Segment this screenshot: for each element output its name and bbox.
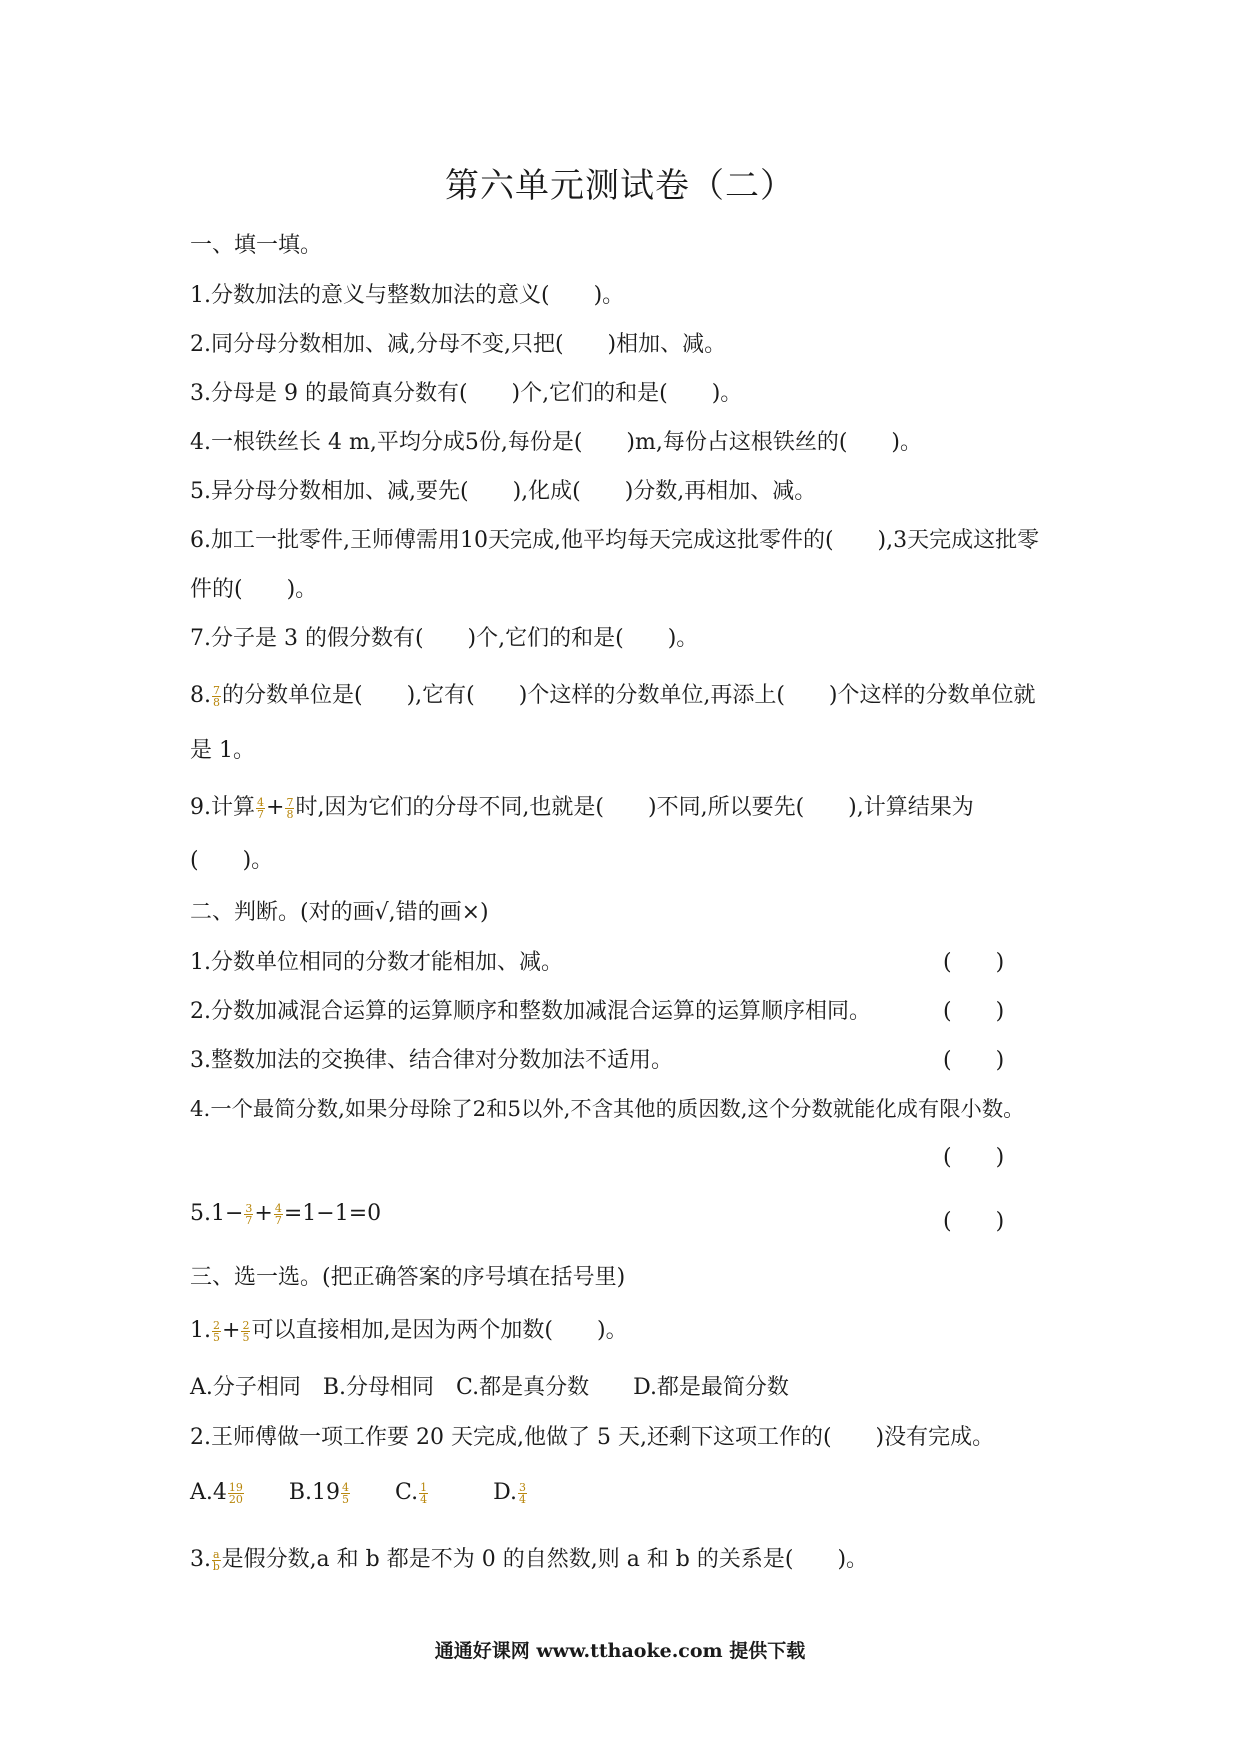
- page-title: 第六单元测试卷（二）: [445, 166, 795, 206]
- answer-paren-4: ( ): [943, 1145, 1005, 1170]
- judge-2: 2.分数加减混合运算的运算顺序和整数加减混合运算的运算顺序相同。: [190, 999, 871, 1024]
- question-1-6-cont: 件的( )。: [190, 577, 318, 602]
- q9-prefix: 9.计算: [190, 795, 255, 820]
- choice-2: 2.王师傅做一项工作要 20 天完成,他做了 5 天,还剩下这项工作的( )没有完成。: [190, 1425, 995, 1450]
- c1-prefix: 1.: [190, 1318, 211, 1343]
- question-1-5: 5.异分母分数相加、减,要先( ),化成( )分数,再相加、减。: [190, 479, 817, 504]
- judge-5: [190, 1201, 381, 1226]
- plus-sign: +: [266, 795, 285, 820]
- section-3-heading: 三、选一选。(把正确答案的序号填在括号里): [190, 1265, 626, 1290]
- option-a: A.4: [190, 1480, 227, 1505]
- q5-prefix: 5.1−: [190, 1201, 244, 1226]
- judge-1: 1.分数单位相同的分数才能相加、减。: [190, 950, 563, 975]
- question-1-8: [190, 678, 1036, 709]
- c1-text: 可以直接相加,是因为两个加数( )。: [251, 1318, 628, 1343]
- q9-text: 时,因为它们的分母不同,也就是( )不同,所以要先( ),计算结果为: [295, 795, 974, 820]
- fraction-3-7: $\frac{3}{7}$: [245, 1201, 253, 1227]
- c3-prefix: 3.: [190, 1547, 211, 1572]
- answer-paren-1: ( ): [943, 950, 1005, 975]
- question-1-1: 1.分数加法的意义与整数加法的意义( )。: [190, 283, 625, 308]
- question-1-9-cont: ( )。: [190, 848, 274, 873]
- choice-2-options: [190, 1480, 528, 1505]
- q8-prefix: 8.: [190, 683, 211, 708]
- judge-3: 3.整数加法的交换律、结合律对分数加法不适用。: [190, 1048, 673, 1073]
- question-1-3: 3.分母是 9 的最简真分数有( )个,它们的和是( )。: [190, 381, 743, 406]
- q5-text: =1−1=0: [283, 1201, 382, 1226]
- section-1-heading: 一、填一填。: [190, 233, 323, 258]
- fraction-4-5: $\frac{4}{5}$: [342, 1480, 350, 1506]
- judge-4: 4.一个最简分数,如果分母除了2和5以外,不含其他的质因数,这个分数就能化成有限小数。: [190, 1097, 1025, 1122]
- question-1-9: [190, 790, 974, 821]
- choice-1-options: A.分子相同 B.分母相同 C.都是真分数 D.都是最简分数: [190, 1375, 789, 1400]
- answer-paren-3: ( ): [943, 1048, 1005, 1073]
- answer-paren-5: ( ): [943, 1209, 1005, 1234]
- question-1-4: 4.一根铁丝长 4 m,平均分成5份,每份是( )m,每份占这根铁丝的( )。: [190, 430, 923, 455]
- q8-text: 的分数单位是( ),它有( )个这样的分数单位,再添上( )个这样的分数单位就: [222, 683, 1036, 708]
- question-1-2: 2.同分母分数相加、减,分母不变,只把( )相加、减。: [190, 332, 727, 357]
- fraction-7-8: $\frac{7}{8}$: [286, 795, 294, 821]
- plus-sign: +: [254, 1201, 273, 1226]
- choice-1: [190, 1313, 628, 1344]
- option-c: C.: [395, 1480, 419, 1505]
- fraction-4-7: $\frac{4}{7}$: [257, 795, 264, 821]
- option-d: D.: [493, 1480, 517, 1505]
- choice-3: [190, 1542, 868, 1573]
- question-1-6: 6.加工一批零件,王师傅需用10天完成,他平均每天完成这批零件的( ),3天完成这批零: [190, 528, 1040, 553]
- option-b: B.19: [288, 1480, 341, 1505]
- c3-text: 是假分数,a 和 b 都是不为 0 的自然数,则 a 和 b 的关系是( )。: [221, 1547, 869, 1572]
- section-2-heading: 二、判断。(对的画√,错的画×): [190, 900, 489, 925]
- fraction-7-8: $\frac{7}{8}$: [213, 683, 220, 709]
- question-1-8-cont: 是 1。: [190, 738, 255, 763]
- footer-credit: 通通好课网 www.tthaoke.com 提供下载: [434, 1640, 806, 1662]
- plus-sign: +: [222, 1318, 241, 1343]
- fraction-4-7: $\frac{4}{7}$: [274, 1201, 282, 1227]
- fraction-a-b: $\frac{a}{b}$: [212, 1547, 220, 1573]
- fraction-19-20: $\frac{19}{20}$: [228, 1480, 243, 1506]
- fraction-3-4: $\frac{3}{4}$: [518, 1480, 526, 1506]
- question-1-7: 7.分子是 3 的假分数有( )个,它们的和是( )。: [190, 626, 699, 651]
- fraction-2-5: $\frac{2}{5}$: [242, 1318, 250, 1344]
- fraction-2-5: $\frac{2}{5}$: [213, 1318, 220, 1344]
- fraction-1-4: $\frac{1}{4}$: [420, 1480, 428, 1506]
- answer-paren-2: ( ): [943, 999, 1005, 1024]
